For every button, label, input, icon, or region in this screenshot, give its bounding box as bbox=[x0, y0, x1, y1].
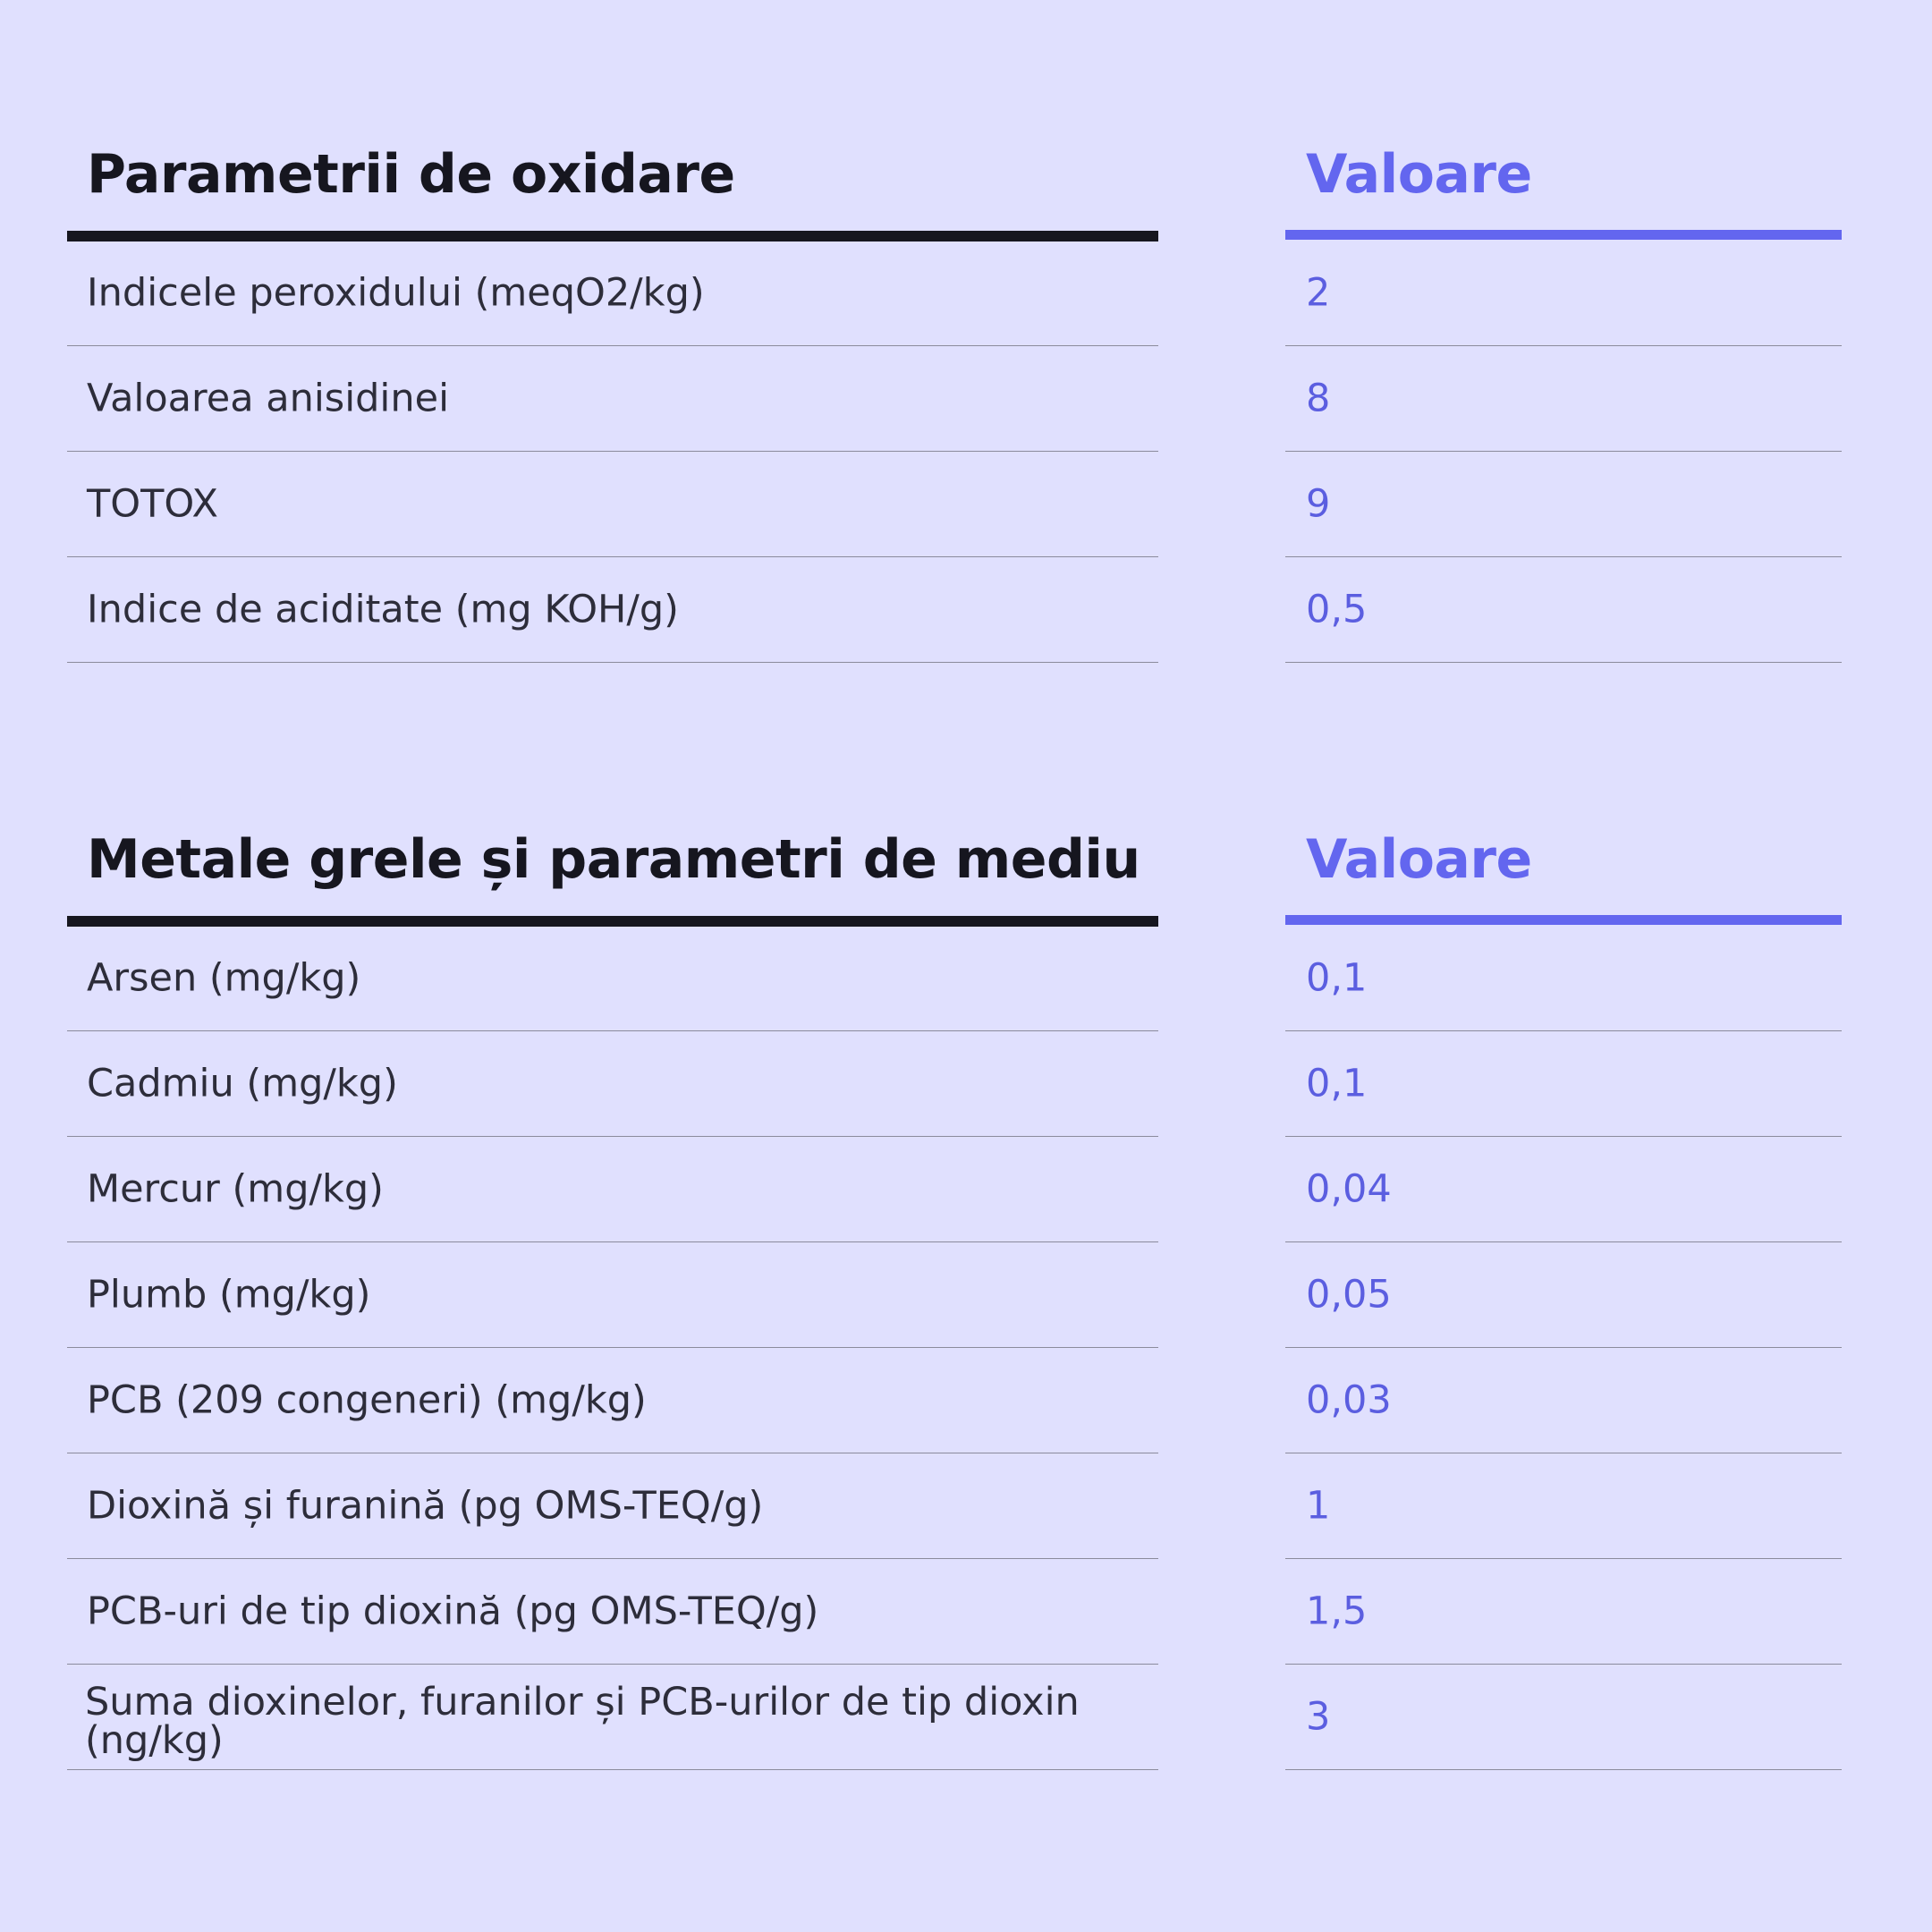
row-value: 0,1 bbox=[1306, 1061, 1368, 1106]
row-value: 0,5 bbox=[1306, 587, 1368, 632]
table-row bbox=[67, 558, 1841, 664]
row-label: Indice de aciditate (mg KOH/g) bbox=[87, 587, 679, 632]
metals-rows bbox=[67, 927, 1841, 1771]
row-label-cell bbox=[67, 1454, 1158, 1559]
row-value-cell bbox=[1285, 1454, 1842, 1559]
oxidation-rows bbox=[67, 242, 1841, 664]
table-row bbox=[67, 1032, 1841, 1138]
row-value-cell bbox=[1285, 453, 1842, 557]
row-value: 2 bbox=[1306, 270, 1331, 316]
table-row bbox=[67, 1349, 1841, 1454]
row-value: 0,04 bbox=[1306, 1166, 1392, 1212]
row-value: 3 bbox=[1306, 1694, 1331, 1740]
oxidation-value-header-rule bbox=[1285, 230, 1842, 240]
row-label: Dioxină și furanină (pg OMS-TEQ/g) bbox=[87, 1483, 764, 1529]
oxidation-header-rule bbox=[67, 231, 1158, 242]
row-value-cell bbox=[1285, 927, 1842, 1031]
row-value: 1 bbox=[1306, 1483, 1331, 1529]
row-value-cell bbox=[1285, 347, 1842, 452]
metals-title: Metale grele și parametri de mediu bbox=[87, 828, 1140, 891]
row-value: 8 bbox=[1306, 376, 1331, 421]
row-value-cell bbox=[1285, 242, 1842, 346]
row-label-cell bbox=[67, 1138, 1158, 1242]
metals-header-rule bbox=[67, 916, 1158, 927]
row-label-cell bbox=[67, 1349, 1158, 1453]
row-label-cell bbox=[67, 347, 1158, 452]
row-value: 9 bbox=[1306, 481, 1331, 527]
oxidation-table bbox=[67, 134, 1841, 664]
row-label-cell bbox=[67, 1560, 1158, 1665]
row-label-cell bbox=[67, 453, 1158, 557]
row-value-cell bbox=[1285, 1349, 1842, 1453]
row-value-cell bbox=[1285, 1032, 1842, 1137]
table-row bbox=[67, 1243, 1841, 1349]
table-row bbox=[67, 1454, 1841, 1560]
row-value-cell bbox=[1285, 1560, 1842, 1665]
row-label: Suma dioxinelor, furanilor și PCB-urilor de tip dioxin (ng/kg) bbox=[85, 1679, 1080, 1763]
metals-value-header-rule bbox=[1285, 915, 1842, 925]
row-value: 0,05 bbox=[1306, 1272, 1392, 1318]
row-label-cell bbox=[67, 1243, 1158, 1348]
row-value-cell bbox=[1285, 558, 1842, 663]
row-value-cell bbox=[1285, 1665, 1842, 1770]
row-label-cell bbox=[67, 558, 1158, 663]
row-label: PCB (209 congeneri) (mg/kg) bbox=[87, 1377, 647, 1423]
row-label: TOTOX bbox=[87, 481, 218, 527]
row-label: PCB-uri de tip dioxină (pg OMS-TEQ/g) bbox=[87, 1589, 819, 1634]
row-value-cell bbox=[1285, 1138, 1842, 1242]
row-label-cell bbox=[67, 242, 1158, 346]
table-row bbox=[67, 1665, 1841, 1771]
row-label-cell bbox=[67, 927, 1158, 1031]
row-value: 0,03 bbox=[1306, 1377, 1392, 1423]
table-row bbox=[67, 927, 1841, 1032]
table-row bbox=[67, 347, 1841, 453]
table-row bbox=[67, 242, 1841, 347]
row-label: Mercur (mg/kg) bbox=[87, 1166, 384, 1212]
row-value: 0,1 bbox=[1306, 955, 1368, 1001]
table-row bbox=[67, 1560, 1841, 1665]
row-label: Cadmiu (mg/kg) bbox=[87, 1061, 398, 1106]
row-label: Valoarea anisidinei bbox=[87, 376, 450, 421]
row-label-cell bbox=[67, 1032, 1158, 1137]
row-value: 1,5 bbox=[1306, 1589, 1368, 1634]
oxidation-table-header bbox=[67, 134, 1841, 242]
oxidation-value-header: Valoare bbox=[1306, 143, 1532, 206]
row-label-cell bbox=[67, 1665, 1158, 1770]
row-label: Plumb (mg/kg) bbox=[87, 1272, 371, 1318]
metals-value-header: Valoare bbox=[1306, 828, 1532, 891]
row-value-cell bbox=[1285, 1243, 1842, 1348]
oxidation-title: Parametrii de oxidare bbox=[87, 143, 735, 206]
table-row bbox=[67, 1138, 1841, 1243]
row-label: Indicele peroxidului (meqO2/kg) bbox=[87, 270, 705, 316]
metals-table-header bbox=[67, 819, 1841, 927]
metals-table bbox=[67, 819, 1841, 1771]
table-row bbox=[67, 453, 1841, 558]
row-label: Arsen (mg/kg) bbox=[87, 955, 361, 1001]
